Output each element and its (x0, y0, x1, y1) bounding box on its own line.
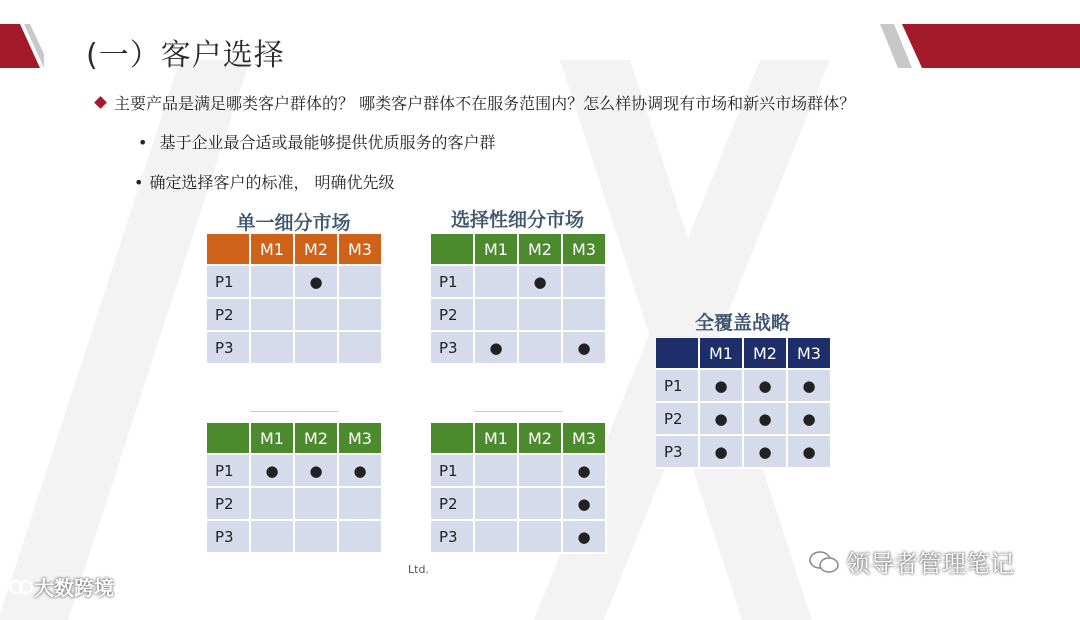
matrix-cell (251, 332, 295, 365)
matrix-cell (519, 332, 563, 365)
matrix-corner-cell (431, 234, 475, 266)
matrix-row-label: P2 (431, 299, 475, 332)
matrix-cell (519, 299, 563, 332)
matrix-column-header: M2 (744, 338, 788, 370)
matrix-row (207, 299, 383, 332)
matrix-column-header: M1 (251, 234, 295, 266)
matrix-cell-marked: ● (744, 370, 788, 403)
matrix-cell (475, 299, 519, 332)
matrix-row (431, 521, 607, 554)
matrix-row (207, 455, 383, 488)
matrix-row-label: P3 (431, 521, 475, 554)
matrix-cell-marked: ● (295, 455, 339, 488)
corner-decoration-right (880, 24, 1080, 68)
matrix-cell (519, 488, 563, 521)
matrix-full-coverage (656, 338, 832, 469)
matrix-row (207, 488, 383, 521)
sub-bullet-text: 基于企业最合适或最能够提供优质服务的客户群 (159, 133, 496, 152)
matrix-row (656, 370, 832, 403)
matrix-row (431, 488, 607, 521)
watermark-right-text: 领导者管理笔记 (846, 550, 1014, 578)
divider-line (250, 411, 338, 412)
matrix-row (207, 266, 383, 299)
matrix-cell-marked: ● (700, 436, 744, 469)
matrix-corner-cell (207, 234, 251, 266)
matrix-cell (519, 455, 563, 488)
matrix-cell-marked: ● (475, 332, 519, 365)
matrix-column-header: M1 (475, 234, 519, 266)
caption-selective-segment: 选择性细分市场 (450, 209, 584, 231)
matrix-cell (251, 488, 295, 521)
matrix-cell (251, 299, 295, 332)
matrix-row-label: P2 (656, 403, 700, 436)
matrix-column-header: M1 (475, 423, 519, 455)
matrix-cell (563, 299, 607, 332)
matrix-cell (339, 488, 383, 521)
matrix-cell-marked: ● (563, 455, 607, 488)
matrix-row-label: P3 (656, 436, 700, 469)
matrix-cell (295, 488, 339, 521)
matrix-header-row (431, 234, 607, 266)
matrix-header-row (207, 423, 383, 455)
matrix-row-label: P2 (431, 488, 475, 521)
matrix-row (431, 299, 607, 332)
matrix-cell-marked: ● (788, 436, 832, 469)
matrix-row-label: P3 (431, 332, 475, 365)
matrix-cell (339, 332, 383, 365)
matrix-row (656, 403, 832, 436)
matrix-corner-cell (207, 423, 251, 455)
matrix-cell (295, 332, 339, 365)
sub-bullet-text: 确定选择客户的标准， 明确优先级 (149, 173, 395, 192)
matrix-cell-marked: ● (744, 403, 788, 436)
matrix-corner-cell (431, 423, 475, 455)
matrix-column-header: M3 (339, 234, 383, 266)
matrix-cell (563, 266, 607, 299)
matrix-row (207, 521, 383, 554)
matrix-cell (295, 521, 339, 554)
footer-ltd: Ltd. (408, 563, 429, 576)
bullet-dot-icon: • (134, 173, 144, 192)
matrix-row-label: P1 (207, 266, 251, 299)
matrix-row (656, 436, 832, 469)
matrix-row-label: P2 (207, 488, 251, 521)
matrix-cell-marked: ● (339, 455, 383, 488)
watermark-logo-icon (8, 576, 34, 598)
matrix-cell (339, 521, 383, 554)
matrix-row-label: P1 (656, 370, 700, 403)
matrix-row-label: P1 (431, 266, 475, 299)
matrix-row-label: P2 (207, 299, 251, 332)
matrix-header-row (207, 234, 383, 266)
watermark-left-text: 大数跨境 (34, 576, 114, 600)
matrix-column-header: M3 (788, 338, 832, 370)
matrix-row (207, 332, 383, 365)
matrix-cell (251, 521, 295, 554)
matrix-cell-marked: ● (251, 455, 295, 488)
matrix-row (431, 266, 607, 299)
wechat-icon (808, 548, 840, 576)
matrix-cell-marked: ● (700, 403, 744, 436)
sub-bullet (138, 130, 495, 153)
matrix-row-label: P1 (431, 455, 475, 488)
sub-bullet (134, 170, 395, 193)
matrix-header-row (431, 423, 607, 455)
matrix-column-header: M1 (251, 423, 295, 455)
matrix-row (431, 455, 607, 488)
matrix-cell-marked: ● (700, 370, 744, 403)
matrix-cell (339, 266, 383, 299)
matrix-column-header: M2 (519, 234, 563, 266)
matrix-column-header: M3 (563, 423, 607, 455)
matrix-cell-marked: ● (563, 488, 607, 521)
caption-single-segment: 单一细分市场 (236, 212, 351, 234)
main-bullet-text: 主要产品是满足哪类客户群体的？ 哪类客户群体不在服务范围内？怎么样协调现有市场和新兴市场群体？ (114, 94, 856, 113)
page-title: (一）客户选择 (86, 38, 285, 73)
matrix-cell-marked: ● (295, 266, 339, 299)
divider-line (474, 411, 562, 412)
watermark-left (8, 572, 114, 601)
matrix-cell (519, 521, 563, 554)
matrix-column-header: M1 (700, 338, 744, 370)
matrix-cell-marked: ● (744, 436, 788, 469)
matrix-selective-segment (431, 234, 607, 365)
main-bullet (96, 91, 855, 114)
diamond-bullet-icon (94, 96, 107, 109)
matrix-cell-marked: ● (563, 521, 607, 554)
matrix-column-header: M2 (519, 423, 563, 455)
matrix-cell-marked: ● (788, 370, 832, 403)
matrix-header-row (656, 338, 832, 370)
matrix-row-label: P3 (207, 521, 251, 554)
matrix-cell (295, 299, 339, 332)
matrix-cell (475, 266, 519, 299)
matrix-cell (475, 521, 519, 554)
matrix-cell (475, 488, 519, 521)
matrix-corner-cell (656, 338, 700, 370)
matrix-row-label: P3 (207, 332, 251, 365)
matrix-row (431, 332, 607, 365)
matrix-cell (339, 299, 383, 332)
matrix-column-header: M2 (295, 423, 339, 455)
matrix-column-header: M3 (563, 234, 607, 266)
caption-full-coverage: 全覆盖战略 (694, 312, 790, 334)
watermark-right (808, 544, 1014, 579)
matrix-row-label: P1 (207, 455, 251, 488)
matrix-column-header: M2 (295, 234, 339, 266)
matrix-cell (251, 266, 295, 299)
matrix-cell-marked: ● (519, 266, 563, 299)
matrix-column-header: M3 (339, 423, 383, 455)
matrix-cell (475, 455, 519, 488)
corner-decoration-left (0, 24, 44, 68)
bullet-dot-icon: • (138, 133, 148, 152)
matrix-cell-marked: ● (563, 332, 607, 365)
matrix-product-specialization (207, 423, 383, 554)
matrix-cell-marked: ● (788, 403, 832, 436)
matrix-market-specialization (431, 423, 607, 554)
matrix-single-segment (207, 234, 383, 365)
